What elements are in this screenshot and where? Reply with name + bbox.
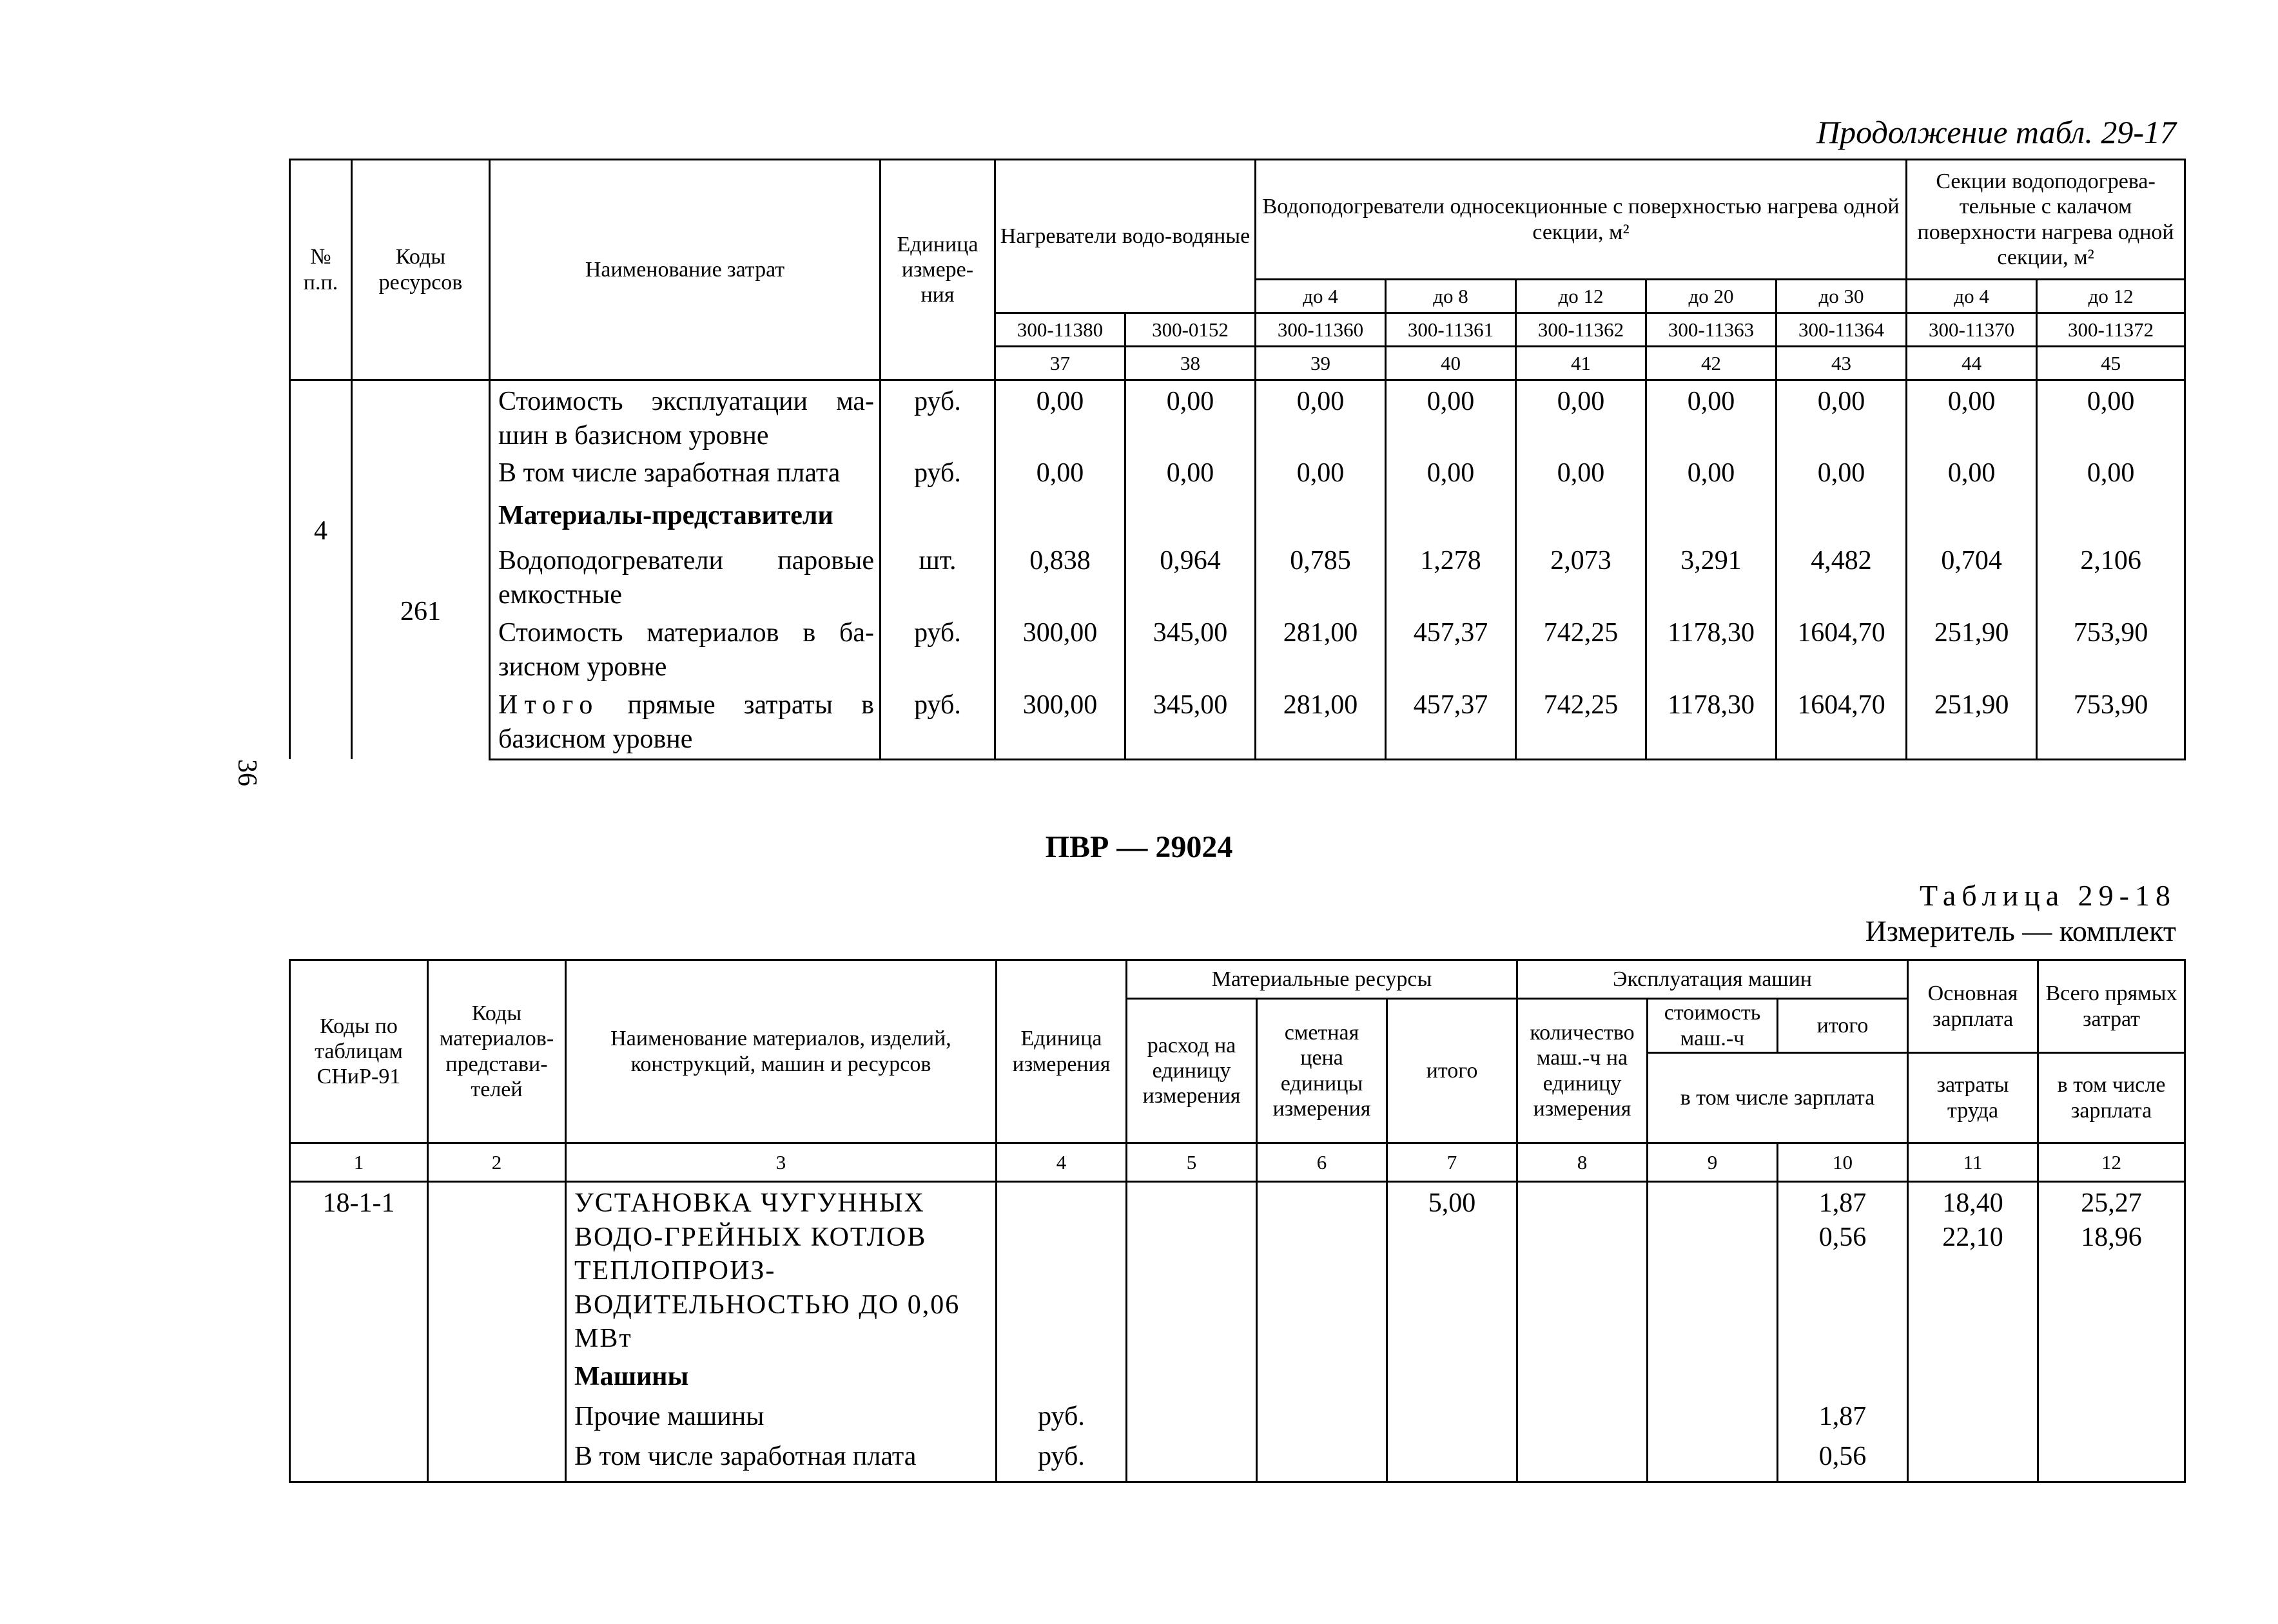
cell-value: 0,00 (1646, 380, 1777, 453)
row-unit: руб. (881, 380, 995, 453)
column-number: 44 (1907, 347, 2037, 380)
cell-empty (1777, 495, 1907, 540)
resource-code: 300-11362 (1516, 313, 1646, 347)
header-group-sections: Секции водоподогрева-тельные с калачом поверхности нагрева одной секции, м² (1907, 160, 2185, 280)
total-direct-value: 25,27 (2081, 1188, 2142, 1218)
sub-header: до 4 (1256, 280, 1386, 313)
resource-code: 300-11361 (1386, 313, 1516, 347)
resource-code: 300-11363 (1646, 313, 1777, 347)
cell-value: 0,00 (1386, 380, 1516, 453)
cell-value: 0,00 (1386, 452, 1516, 495)
cell-value: 0,00 (995, 452, 1125, 495)
cell-empty (1387, 1436, 1517, 1482)
column-number: 41 (1516, 347, 1646, 380)
row-number (290, 380, 352, 760)
cell-value: 0,56 (1778, 1436, 1908, 1482)
table-caption (1865, 878, 2176, 949)
mach-wage-value: 0,56 (1818, 1222, 1867, 1252)
header-mach-cost: стоимость маш.-ч (1648, 999, 1778, 1053)
header-group-heaters: Нагреватели водо-водяные (995, 160, 1256, 313)
row-name: Стоимость эксплуатации ма-шин в базисном уровне (490, 380, 881, 453)
row-code-value: 261 (400, 597, 441, 627)
cell-empty (290, 1396, 428, 1436)
mach-total-value: 1,87 (1818, 1188, 1867, 1218)
column-number: 37 (995, 347, 1125, 380)
resource-code: 300-11370 (1907, 313, 2037, 347)
column-number: 8 (1517, 1143, 1648, 1182)
header-incl-wage: в том числе зарплата (2038, 1053, 2185, 1143)
row-unit: руб. (997, 1396, 1127, 1436)
column-number: 11 (1908, 1143, 2038, 1182)
column-number: 39 (1256, 347, 1386, 380)
cell-empty (1648, 1436, 1778, 1482)
cell-value: 0,704 (1907, 540, 2037, 612)
table-29-17 (289, 159, 2186, 760)
cell-empty (1386, 495, 1516, 540)
cell-empty (290, 1436, 428, 1482)
cell-empty (428, 1396, 566, 1436)
cell-value: 0,00 (1646, 452, 1777, 495)
cell-value: 2,073 (1516, 540, 1646, 612)
machines-heading: Машины (566, 1356, 997, 1396)
column-number: 1 (290, 1143, 428, 1182)
cell-value: 0,00 (1256, 452, 1386, 495)
cell-value: 3,291 (1646, 540, 1777, 612)
cell-empty (1257, 1396, 1387, 1436)
cell-empty (1908, 1436, 2038, 1482)
cell-empty (2038, 1436, 2185, 1482)
header-material-resources: Материальные ресурсы (1127, 960, 1517, 999)
resource-code: 300-11360 (1256, 313, 1386, 347)
cell-value: 0,00 (1125, 380, 1256, 453)
cell-empty (290, 1356, 428, 1396)
header-machine-operation: Эксплуатация машин (1517, 960, 1908, 999)
cell-value: 1178,30 (1646, 612, 1777, 684)
column-number: 7 (1387, 1143, 1517, 1182)
column-number: 43 (1777, 347, 1907, 380)
cell-empty (428, 1356, 566, 1396)
cell-empty (1127, 1396, 1257, 1436)
cell-value: 0,00 (1516, 380, 1646, 453)
base-wage-value: 18,40 (1942, 1188, 2003, 1218)
page-number: 36 (232, 759, 262, 786)
cell-empty (1127, 1436, 1257, 1482)
cell-empty (1257, 1436, 1387, 1482)
cell-value: 0,964 (1125, 540, 1256, 612)
cell-empty (2038, 1356, 2185, 1396)
cell-value: 281,00 (1256, 684, 1386, 759)
cell-value: 1178,30 (1646, 684, 1777, 759)
cell-empty (2037, 495, 2185, 540)
cell-value: 0,00 (995, 380, 1125, 453)
column-number: 45 (2037, 347, 2185, 380)
cell-value: 0,00 (1777, 452, 1907, 495)
cell-empty (1907, 495, 2037, 540)
resource-code: 300-11372 (2037, 313, 2185, 347)
cell-value: 0,00 (1125, 452, 1256, 495)
cell-value: 300,00 (995, 612, 1125, 684)
cell-value: 457,37 (1386, 612, 1516, 684)
header-name: Наименование материалов, изделий, конструкций, машин и ресурсов (566, 960, 997, 1143)
header-mat-total: итого (1387, 999, 1517, 1143)
cell-value: 0,00 (1907, 452, 2037, 495)
row-unit (881, 495, 995, 540)
column-number: 40 (1386, 347, 1516, 380)
cell-empty (997, 1356, 1127, 1396)
cell-empty (995, 495, 1125, 540)
row-name: В том числе заработная плата (566, 1436, 997, 1482)
continuation-title: Продолжение табл. 29-17 (1816, 114, 2176, 150)
cell-empty (997, 1182, 1127, 1356)
cell-empty (1257, 1356, 1387, 1396)
sub-header: до 12 (2037, 280, 2185, 313)
row-name: Прочие машины (566, 1396, 997, 1436)
mach-total-cell (1778, 1182, 1908, 1356)
header-unit: Единица измере-ния (881, 160, 995, 380)
cell-empty (1516, 495, 1646, 540)
header-mat-rate: расход на единицу измерения (1127, 999, 1257, 1143)
cell-value: 0,00 (1516, 452, 1646, 495)
cell-empty (1387, 1396, 1517, 1436)
materials-heading: Материалы-представители (490, 495, 881, 540)
cell-value: 753,90 (2037, 612, 2185, 684)
row-name: Водоподогреватели паровые емкостные (490, 540, 881, 612)
base-wage-cell (1908, 1182, 2038, 1356)
column-number: 3 (566, 1143, 997, 1182)
header-total-direct: Всего прямых затрат (2038, 960, 2185, 1053)
column-number: 5 (1127, 1143, 1257, 1182)
cell-empty (1127, 1356, 1257, 1396)
cell-value: 0,785 (1256, 540, 1386, 612)
cell-value: 1,87 (1778, 1396, 1908, 1436)
resource-code: 300-11380 (995, 313, 1125, 347)
column-number: 38 (1125, 347, 1256, 380)
column-number: 9 (1648, 1143, 1778, 1182)
column-number: 10 (1778, 1143, 1908, 1182)
cell-value: 742,25 (1516, 684, 1646, 759)
cell-empty (1908, 1396, 2038, 1436)
sub-header: до 12 (1516, 280, 1646, 313)
resource-code: 300-0152 (1125, 313, 1256, 347)
column-number: 2 (428, 1143, 566, 1182)
sub-header: до 30 (1777, 280, 1907, 313)
header-mach-qty: количество маш.-ч на единицу измерения (1517, 999, 1648, 1143)
row-name: В том числе заработная плата (490, 452, 881, 495)
cell-empty (1648, 1396, 1778, 1436)
header-mach-incl-wage: в том числе зарплата (1648, 1053, 1908, 1143)
cell-value: 2,106 (2037, 540, 2185, 612)
column-number: 12 (2038, 1143, 2185, 1182)
header-num: № п.п. (290, 160, 352, 380)
header-group-single-section: Водоподогреватели односекционные с поверхностью нагрева одной секции, м² (1256, 160, 1907, 280)
header-base-wage: Основная зарплата (1908, 960, 2038, 1053)
column-number: 6 (1257, 1143, 1387, 1182)
work-title: УСТАНОВКА ЧУГУННЫХ ВОДО-ГРЕЙНЫХ КОТЛОВ ТЕПЛОПРОИЗ-ВОДИТЕЛЬНОСТЬЮ ДО 0,06 МВт (566, 1182, 997, 1356)
cell-empty (1256, 495, 1386, 540)
header-mat-price: сметная цена единицы измерения (1257, 999, 1387, 1143)
cell-empty (2038, 1396, 2185, 1436)
cell-empty (1517, 1356, 1648, 1396)
cell-empty (1648, 1182, 1778, 1356)
row-unit: руб. (881, 612, 995, 684)
cell-value: 457,37 (1386, 684, 1516, 759)
section-code: ПВР — 29024 (1045, 830, 1233, 864)
cell-value: 1,278 (1386, 540, 1516, 612)
cell-empty (1125, 495, 1256, 540)
cell-value: 251,90 (1907, 684, 2037, 759)
header-mach-total: итого (1778, 999, 1908, 1053)
cell-empty (428, 1436, 566, 1482)
cell-value: 251,90 (1907, 612, 2037, 684)
cell-value: 0,00 (1777, 380, 1907, 453)
table-meter: Измеритель — комплект (1865, 914, 2176, 948)
cell-value: 0,00 (1907, 380, 2037, 453)
cell-empty (1778, 1356, 1908, 1396)
sub-header: до 20 (1646, 280, 1777, 313)
header-labor: затраты труда (1908, 1053, 2038, 1143)
header-name: Наименование затрат (490, 160, 881, 380)
header-codes-tables: Коды по таблицам СНиР-91 (290, 960, 428, 1143)
cell-empty (1517, 1182, 1648, 1356)
cell-empty (1908, 1356, 2038, 1396)
total-direct-cell (2038, 1182, 2185, 1356)
table-code: 18-1-1 (290, 1182, 428, 1356)
cell-empty (1257, 1182, 1387, 1356)
row-unit: руб. (997, 1436, 1127, 1482)
resource-code: 300-11364 (1777, 313, 1907, 347)
row-number-value: 4 (314, 516, 327, 546)
cell-empty (1517, 1396, 1648, 1436)
row-code (352, 380, 490, 760)
total-label: Итого (498, 690, 599, 720)
cell-empty (1127, 1182, 1257, 1356)
header-codes: Коды ресурсов (352, 160, 490, 380)
cell-empty (428, 1182, 566, 1356)
row-unit: шт. (881, 540, 995, 612)
cell-empty (1648, 1356, 1778, 1396)
cell-value: 4,482 (1777, 540, 1907, 612)
cell-value: 345,00 (1125, 612, 1256, 684)
cell-value: 0,838 (995, 540, 1125, 612)
row-name: Стоимость материалов в ба-зисном уровне (490, 612, 881, 684)
cell-value: 300,00 (995, 684, 1125, 759)
mat-total-value: 5,00 (1387, 1182, 1517, 1356)
header-unit: Единица измерения (997, 960, 1127, 1143)
labor-value: 22,10 (1942, 1222, 2003, 1252)
cell-value: 742,25 (1516, 612, 1646, 684)
cell-empty (1517, 1436, 1648, 1482)
cell-value: 1604,70 (1777, 612, 1907, 684)
column-number: 42 (1646, 347, 1777, 380)
header-codes-materials: Коды материалов-представи-телей (428, 960, 566, 1143)
column-number: 4 (997, 1143, 1127, 1182)
table-29-18 (289, 959, 2186, 1483)
cell-value: 1604,70 (1777, 684, 1907, 759)
cell-value: 345,00 (1125, 684, 1256, 759)
cell-value: 753,90 (2037, 684, 2185, 759)
total-rest: прямые затраты в базисном уровне (498, 690, 874, 754)
cell-empty (1387, 1356, 1517, 1396)
cell-value: 0,00 (2037, 380, 2185, 453)
cell-empty (1646, 495, 1777, 540)
table-number: Таблица 29-18 (1919, 879, 2176, 912)
cell-value: 281,00 (1256, 612, 1386, 684)
cell-value: 0,00 (2037, 452, 2185, 495)
sub-header: до 8 (1386, 280, 1516, 313)
row-unit: руб. (881, 684, 995, 759)
sub-header: до 4 (1907, 280, 2037, 313)
incl-wage-value: 18,96 (2081, 1222, 2142, 1252)
row-unit: руб. (881, 452, 995, 495)
row-name (490, 684, 881, 759)
cell-value: 0,00 (1256, 380, 1386, 453)
